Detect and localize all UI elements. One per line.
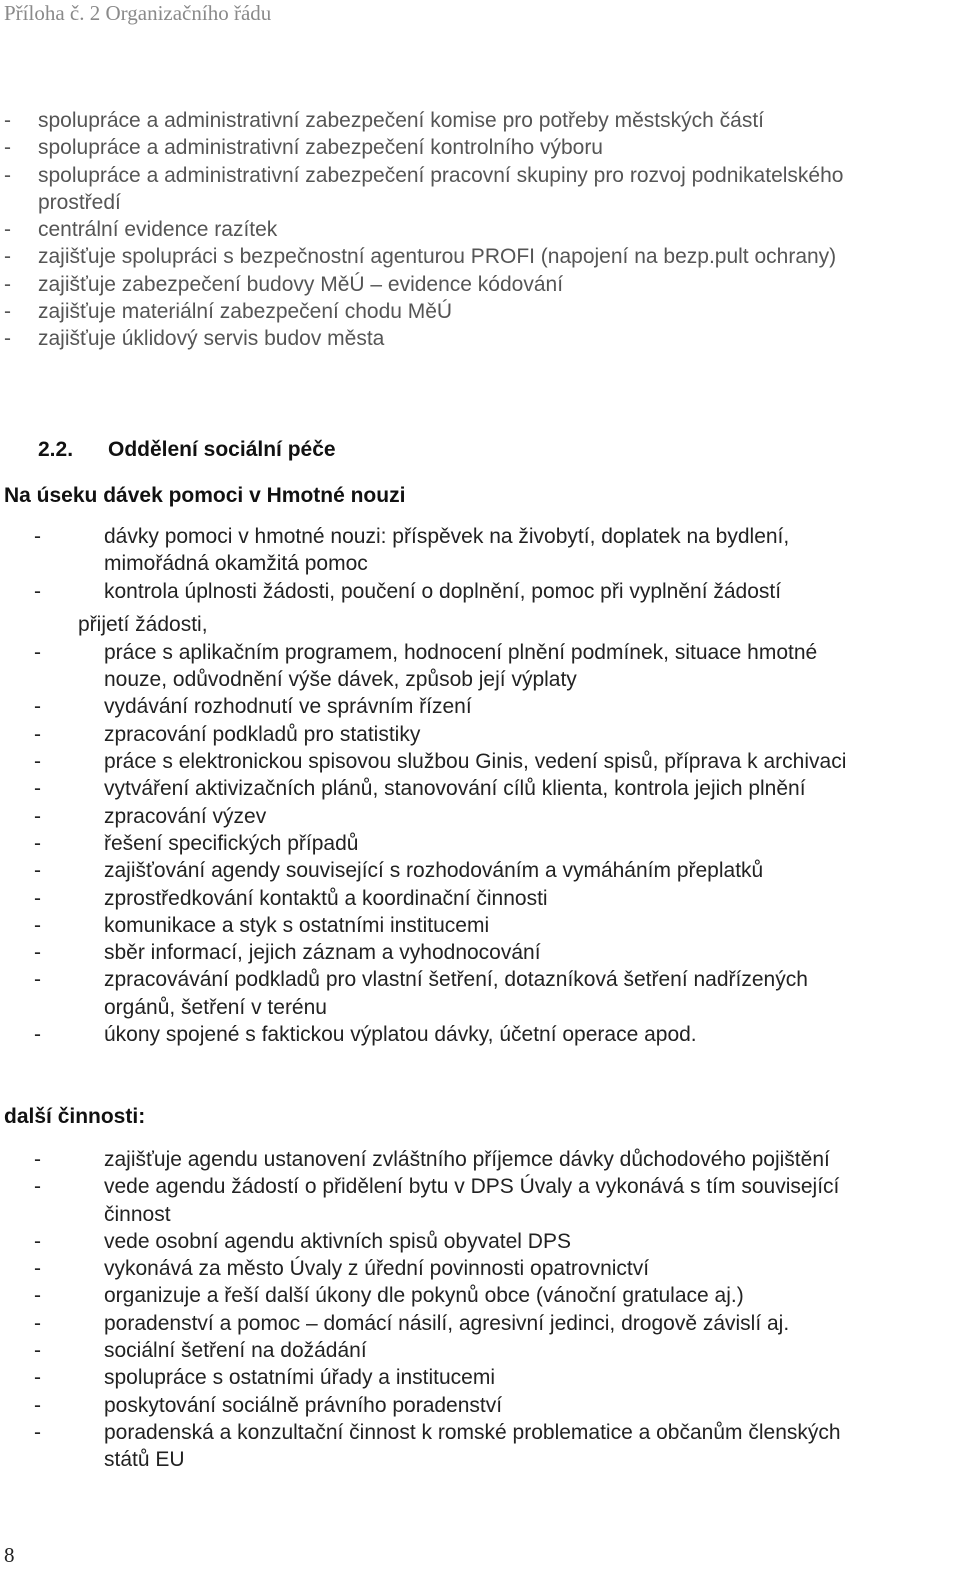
list-item: [34, 1021, 846, 1048]
bullet-dash: -: [34, 941, 41, 965]
bullet-dash: -: [34, 1284, 41, 1308]
bullet-dash: -: [34, 886, 41, 910]
item-text: spolupráce a administrativní zabezpečení pracovní skupiny pro rozvoj podnikatelského: [38, 163, 844, 187]
duties-list-dalsi: [34, 1146, 841, 1474]
item-text: sociální šetření na dožádání: [104, 1339, 367, 1363]
item-text: práce s aplikačním programem, hodnocení plnění podmínek, situace hmotné: [104, 640, 818, 664]
bullet-dash: -: [4, 163, 11, 187]
list-item: [34, 803, 846, 830]
section-title: Oddělení sociální péče: [108, 438, 336, 461]
bullet-dash: -: [4, 300, 11, 324]
bullet-dash: -: [34, 579, 41, 603]
bullet-dash: -: [34, 722, 41, 746]
item-text: vykonává za město Úvaly z úřední povinnosti opatrovnictví: [104, 1257, 650, 1281]
bullet-dash: -: [34, 695, 41, 719]
item-text: nouze, odůvodnění výše dávek, způsob její výplaty: [104, 668, 577, 692]
item-text: dávky pomoci v hmotné nouzi: příspěvek na živobytí, doplatek na bydlení,: [104, 525, 790, 548]
bullet-dash: -: [4, 136, 11, 160]
item-text: spolupráce a administrativní zabezpečení kontrolního výboru: [38, 136, 603, 160]
list-item-continuation: [34, 666, 846, 693]
item-text: vydávání rozhodnutí ve správním řízení: [104, 695, 472, 719]
item-text: kontrola úplnosti žádosti, poučení o doplnění, pomoc při vyplnění žádostí: [104, 579, 782, 603]
bullet-dash: -: [34, 968, 41, 992]
item-text: zpracovávání podkladů pro vlastní šetření, dotazníková šetření nadřízených: [104, 968, 808, 992]
list-item: [34, 939, 846, 966]
list-item: [4, 216, 843, 243]
bullet-dash: -: [34, 1229, 41, 1253]
bullet-dash: -: [34, 1393, 41, 1417]
bullet-dash: -: [4, 109, 11, 132]
bullet-dash: -: [34, 525, 41, 548]
item-text: zprostředkování kontaktů a koordinační činnosti: [104, 886, 548, 910]
bullet-dash: -: [4, 245, 11, 269]
item-text: zajišťování agendy související s rozhodováním a vymáháním přeplatků: [104, 859, 764, 883]
item-text: centrální evidence razítek: [38, 218, 278, 242]
list-item: [34, 830, 846, 857]
bullet-dash: -: [34, 1023, 41, 1047]
bullet-dash: -: [34, 1257, 41, 1281]
item-text: organizuje a řeší další úkony dle pokynů obce (vánoční gratulace aj.): [104, 1284, 744, 1308]
bullet-dash: -: [34, 913, 41, 937]
list-item: [34, 1255, 841, 1282]
list-item-continuation: [34, 550, 846, 577]
item-text: orgánů, šetření v terénu: [104, 995, 327, 1019]
bullet-dash: -: [4, 327, 11, 351]
item-text: spolupráce s ostatními úřady a institucemi: [104, 1366, 496, 1390]
list-item: [34, 1337, 841, 1364]
list-item: [34, 1146, 841, 1173]
item-text: zajišťuje úklidový servis budov města: [38, 327, 385, 351]
list-item: [4, 134, 843, 161]
bullet-dash: -: [34, 831, 41, 855]
list-item: [34, 748, 846, 775]
bullet-dash: -: [34, 859, 41, 883]
list-item: [34, 1392, 841, 1419]
list-item: [4, 162, 843, 189]
list-item: [34, 721, 846, 748]
item-text: vede osobní agendu aktivních spisů obyvatel DPS: [104, 1229, 571, 1253]
duties-list-top: [4, 107, 843, 353]
list-item: [34, 523, 846, 550]
list-item: [34, 1282, 841, 1309]
list-item: [34, 775, 846, 802]
bullet-dash: -: [34, 1366, 41, 1390]
duties-list-hmotna-nouze: [34, 523, 846, 1048]
list-item-continuation: [34, 1446, 841, 1473]
list-item: [4, 243, 843, 270]
item-text: poradenství a pomoc – domácí násilí, agresivní jedinci, drogově závislí aj.: [104, 1311, 790, 1335]
list-item: [4, 107, 843, 134]
bullet-dash: -: [4, 272, 11, 296]
item-text: zajišťuje agendu ustanovení zvláštního příjemce dávky důchodového pojištění: [104, 1148, 830, 1171]
bullet-dash: -: [34, 1175, 41, 1199]
list-item: [4, 325, 843, 352]
item-text: vede agendu žádostí o přidělení bytu v DPS Úvaly a vykonává s tím související: [104, 1175, 840, 1199]
list-item: [34, 578, 846, 605]
item-text: poskytování sociálně právního poradenství: [104, 1393, 503, 1417]
bullet-dash: -: [34, 1339, 41, 1363]
page-header: Příloha č. 2 Organizačního řádu: [4, 1, 272, 25]
item-text: poradenská a konzultační činnost k romské problematice a občanům členských: [104, 1420, 841, 1444]
item-text: činnost: [104, 1202, 171, 1226]
list-item: [34, 1310, 841, 1337]
list-item: [34, 1364, 841, 1391]
item-text: zpracování podkladů pro statistiky: [104, 722, 421, 746]
item-text: zpracování výzev: [104, 804, 267, 828]
list-item: [34, 639, 846, 666]
item-text: sběr informací, jejich záznam a vyhodnocování: [104, 941, 541, 965]
list-item: [4, 298, 843, 325]
list-item-continuation: [34, 1201, 841, 1228]
list-item: [34, 1419, 841, 1446]
bullet-dash: -: [34, 1311, 41, 1335]
item-text: zajišťuje zabezpečení budovy MěÚ – evidence kódování: [38, 272, 564, 296]
item-text: států EU: [104, 1448, 185, 1472]
bullet-dash: -: [4, 218, 11, 242]
list-item: [34, 912, 846, 939]
item-text: zajišťuje materiální zabezpečení chodu MěÚ: [38, 300, 453, 324]
bullet-dash: -: [34, 640, 41, 664]
bullet-dash: -: [34, 1148, 41, 1171]
bullet-dash: -: [34, 777, 41, 801]
item-text: mimořádná okamžitá pomoc: [104, 552, 368, 576]
item-text: spolupráce a administrativní zabezpečení komise pro potřeby městských částí: [38, 109, 765, 132]
list-item: [34, 1228, 841, 1255]
item-text: komunikace a styk s ostatními institucemi: [104, 913, 490, 937]
list-item-continuation: [4, 189, 843, 216]
list-item-continuation-prijeti: přijetí žádosti,: [78, 613, 208, 636]
list-item: [34, 857, 846, 884]
item-text: vytváření aktivizačních plánů, stanovování cílů klienta, kontrola jejich plnění: [104, 777, 806, 801]
other-activities-heading: další činnosti:: [4, 1105, 146, 1128]
item-text: úkony spojené s faktickou výplatou dávky, účetní operace apod.: [104, 1023, 697, 1047]
list-item: [4, 271, 843, 298]
list-item: [34, 1173, 841, 1200]
list-item: [34, 693, 846, 720]
page-number: 8: [4, 1543, 15, 1567]
item-text: řešení specifických případů: [104, 831, 359, 855]
bullet-dash: -: [34, 804, 41, 828]
bullet-dash: -: [34, 750, 41, 774]
list-item: [34, 966, 846, 993]
item-text: práce s elektronickou spisovou službou Ginis, vedení spisů, příprava k archivaci: [104, 750, 847, 774]
item-text: prostředí: [38, 190, 121, 214]
section-subheading: Na úseku dávek pomoci v Hmotné nouzi: [4, 484, 406, 507]
section-number: 2.2.: [38, 438, 74, 461]
list-item-continuation: [34, 994, 846, 1021]
item-text: zajišťuje spolupráci s bezpečnostní agenturou PROFI (napojení na bezp.pult ochrany): [38, 245, 837, 269]
list-item: [34, 885, 846, 912]
bullet-dash: -: [34, 1420, 41, 1444]
